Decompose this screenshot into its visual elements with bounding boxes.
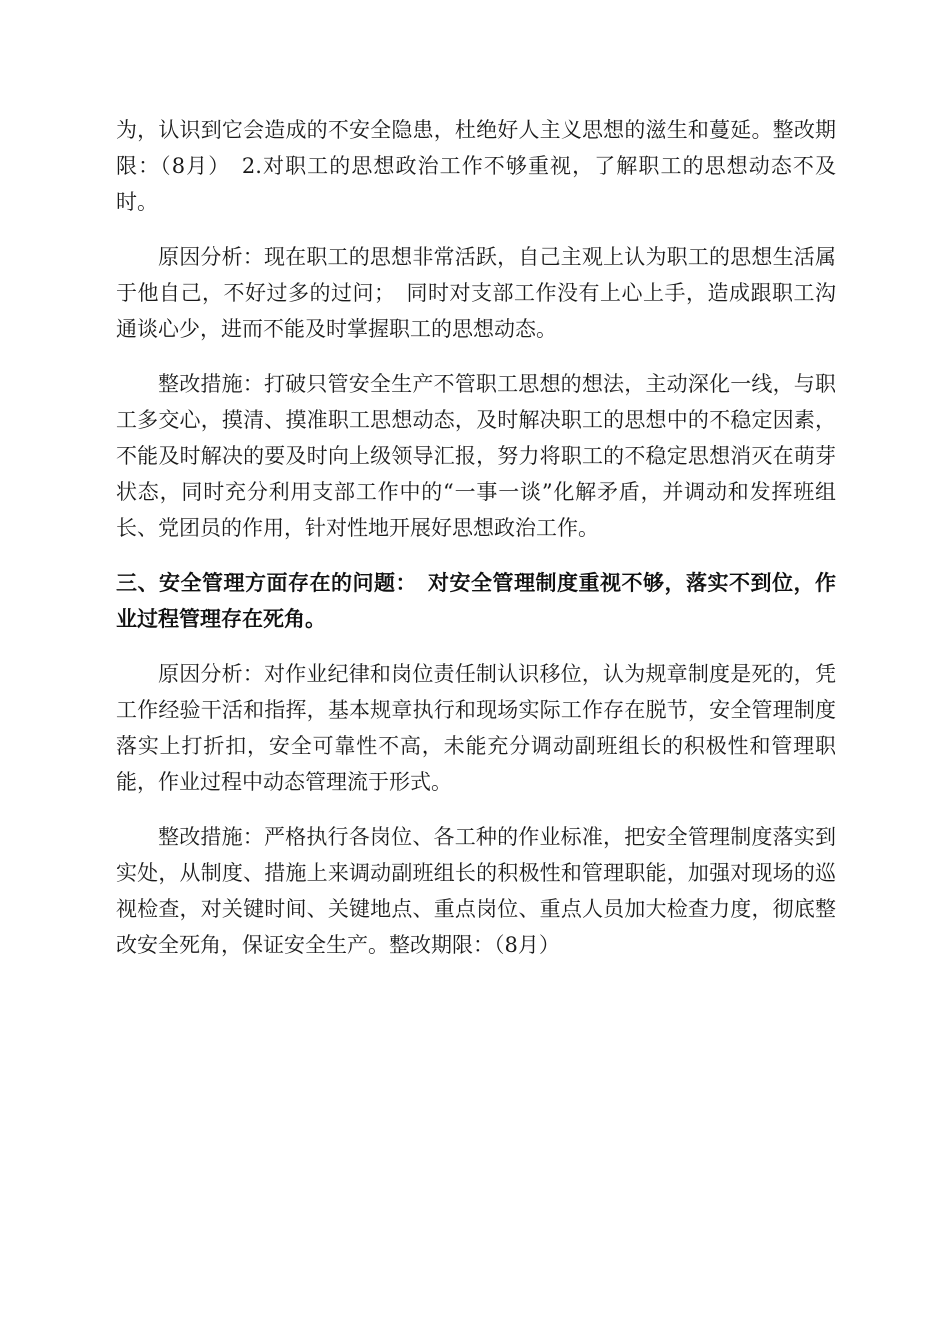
paragraph-rectification-1: 整改措施：打破只管安全生产不管职工思想的想法，主动深化一线，与职工多交心，摸清、摸准职工思想动态，及时解决职工的思想中的不稳定因素，不能及时解决的要及时向上级领导汇报，努力将职工的不稳定思想消灭在萌芽状态，同时充分利用支部工作中的“一事一谈”化解矛盾，并调动和发挥班组长、党团员的作用，针对性地开展好思想政治工作。 [116, 372, 836, 540]
paragraph-cause-analysis-2: 原因分析：对作业纪律和岗位责任制认识移位，认为规章制度是死的，凭工作经验干活和指挥，基本规章执行和现场实际工作存在脱节，安全管理制度落实上打折扣，安全可靠性不高，未能充分调动副班组长的积极性和管理职能，作业过程中动态管理流于形式。 [116, 662, 836, 794]
paragraph-continuation: 为，认识到它会造成的不安全隐患，杜绝好人主义思想的滋生和蔓延。整改期限：（8月） 2.对职工的思想政治工作不够重视，了解职工的思想动态不及时。 [116, 118, 836, 214]
paragraph-rectification-2: 整改措施：严格执行各岗位、各工种的作业标准，把安全管理制度落实到实处，从制度、措施上来调动副班组长的积极性和管理职能，加强对现场的巡视检查，对关键时间、关键地点、重点岗位、重点人员加大检查力度，彻底整改安全死角，保证安全生产。整改期限：（8月） [116, 825, 836, 957]
document-body [116, 112, 836, 982]
paragraph-cause-analysis-1: 原因分析：现在职工的思想非常活跃，自己主观上认为职工的思想生活属于他自己，不好过多的过问； 同时对支部工作没有上心上手，造成跟职工沟通谈心少，进而不能及时掌握职工的思想动态。 [116, 245, 836, 341]
section-heading-safety-management: 三、安全管理方面存在的问题： 对安全管理制度重视不够，落实不到位，作业过程管理存在死角。 [116, 571, 836, 631]
